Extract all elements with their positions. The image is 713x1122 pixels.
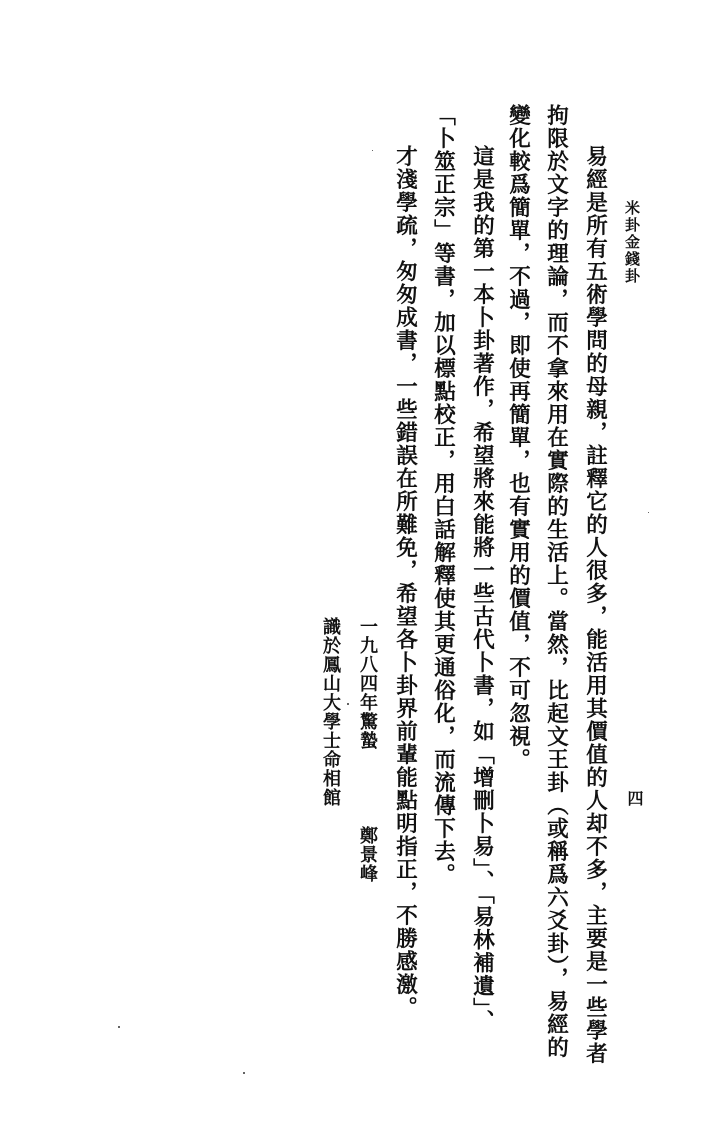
body-line-4: 這是我的第一本卜卦著作，希望將來能將一些古代卜書，如「增刪卜易」、「易林補遺」、 bbox=[469, 145, 495, 1033]
body-line-5: 「卜筮正宗」等書，加以標點校正，用白話解釋使其更通俗化，而流傳下去。 bbox=[430, 104, 456, 886]
running-header-title: 米卦金錢卦 bbox=[623, 200, 641, 285]
signature-date: 一九八四年驚蟄 bbox=[357, 617, 378, 750]
body-line-2: 拘限於文字的理論，而不拿來用在實際的生活上。當然，比起文王卦（或稱爲六爻卦），易經的 bbox=[543, 104, 569, 1060]
scan-speck bbox=[648, 512, 649, 513]
signature-author: 鄭景峰 bbox=[357, 826, 378, 883]
scan-speck bbox=[243, 1072, 245, 1074]
body-line-6: 才淺學疏，匆匆成書，一些錯誤在所難免，希望各卜卦界前輩能點明指正，不勝感激。 bbox=[392, 145, 418, 1019]
signature-place: 識於鳳山大學士命相館 bbox=[320, 617, 341, 807]
page-number: 四 bbox=[625, 790, 644, 806]
scan-speck bbox=[347, 703, 349, 705]
scan-speck bbox=[372, 150, 373, 151]
scan-speck bbox=[118, 1026, 120, 1028]
body-line-1: 易經是所有五術學問的母親，註釋它的人很多，能活用其價值的人却不多，主要是一些學者 bbox=[582, 145, 608, 1065]
body-line-3: 變化較爲簡單，不過，即使再簡單，也有實用的價值，不可忽視。 bbox=[505, 104, 531, 771]
